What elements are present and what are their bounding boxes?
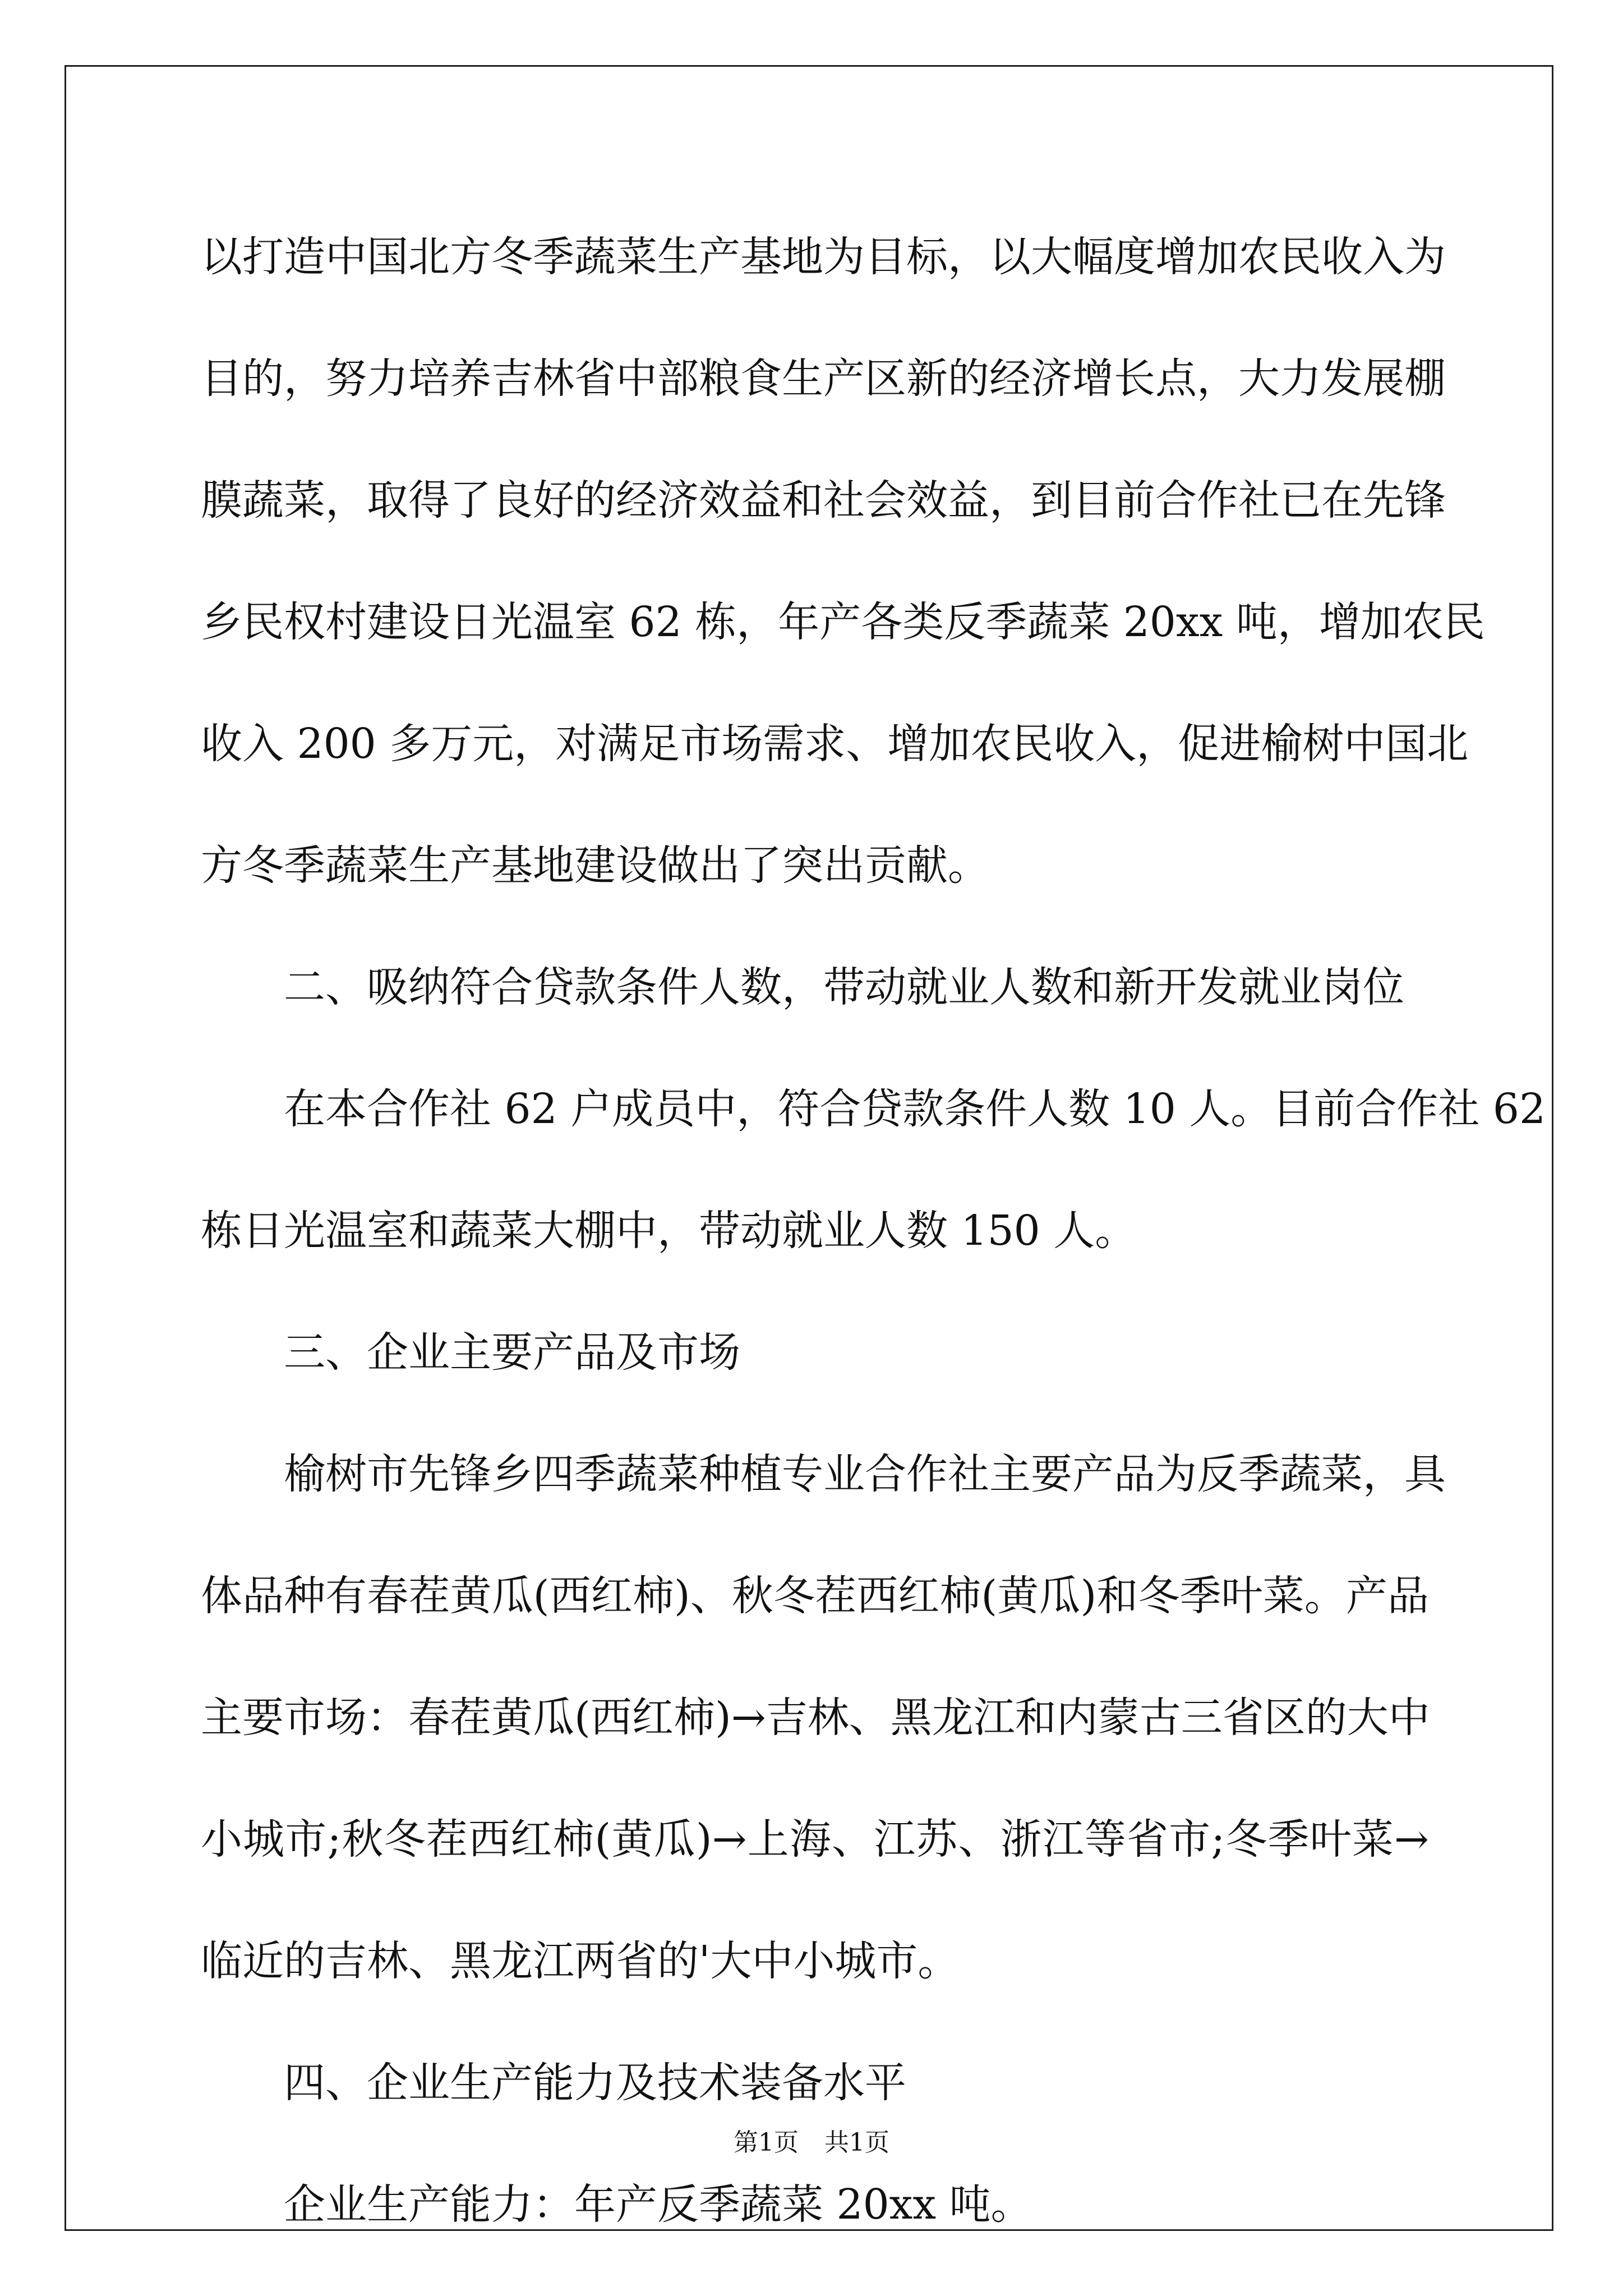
text-line: 膜蔬菜，取得了良好的经济效益和社会效益，到目前合作社已在先锋 [201,476,1446,524]
text-line: 主要市场：春茬黄瓜(西红柿)→吉林、黑龙江和内蒙古三省区的大中 [201,1694,1430,1742]
text-line: 栋日光温室和蔬菜大棚中，带动就业人数 150 人。 [201,1207,1137,1255]
section-heading-4: 四、企业生产能力及技术装备水平 [284,2059,906,2107]
section-heading-3: 三、企业主要产品及市场 [284,1328,740,1377]
page-footer [0,2126,1623,2160]
page-number: 第1页 [734,2128,799,2157]
text-line: 在本合作社 62 户成员中，符合贷款条件人数 10 人。目前合作社 62 [284,1085,1546,1133]
text-line: 以打造中国北方冬季蔬菜生产基地为目标，以大幅度增加农民收入为 [201,233,1446,281]
paragraph-products [201,1414,1446,2022]
paragraph-employment [201,1048,1546,1292]
text-line: 方冬季蔬菜生产基地建设做出了突出贡献。 [201,841,989,890]
page-total: 共1页 [824,2128,889,2157]
section-heading-2: 二、吸纳符合贷款条件人数，带动就业人数和新开发就业岗位 [284,963,1404,1011]
text-line: 榆树市先锋乡四季蔬菜种植专业合作社主要产品为反季蔬菜，具 [284,1450,1446,1498]
document-body [201,196,1546,2266]
text-line: 目的，努力培养吉林省中部粮食生产区新的经济增长点，大力发展棚 [201,355,1446,403]
text-line: 临近的吉林、黑龙江两省的'大中小城市。 [201,1937,960,1985]
text-line: 乡民权村建设日光温室 62 栋，年产各类反季蔬菜 20xx 吨，增加农民 [201,598,1485,646]
paragraph-intro [201,196,1485,927]
text-line: 小城市;秋冬茬西红柿(黄瓜)→上海、江苏、浙江等省市;冬季叶菜→ [201,1815,1429,1864]
paragraph-capacity: 企业生产能力：年产反季蔬菜 20xx 吨。 [284,2180,1032,2229]
text-line: 体品种有春茬黄瓜(西红柿)、秋冬茬西红柿(黄瓜)和冬季叶菜。产品 [201,1572,1429,1620]
text-line: 收入 200 多万元，对满足市场需求、增加农民收入，促进榆树中国北 [201,720,1469,768]
